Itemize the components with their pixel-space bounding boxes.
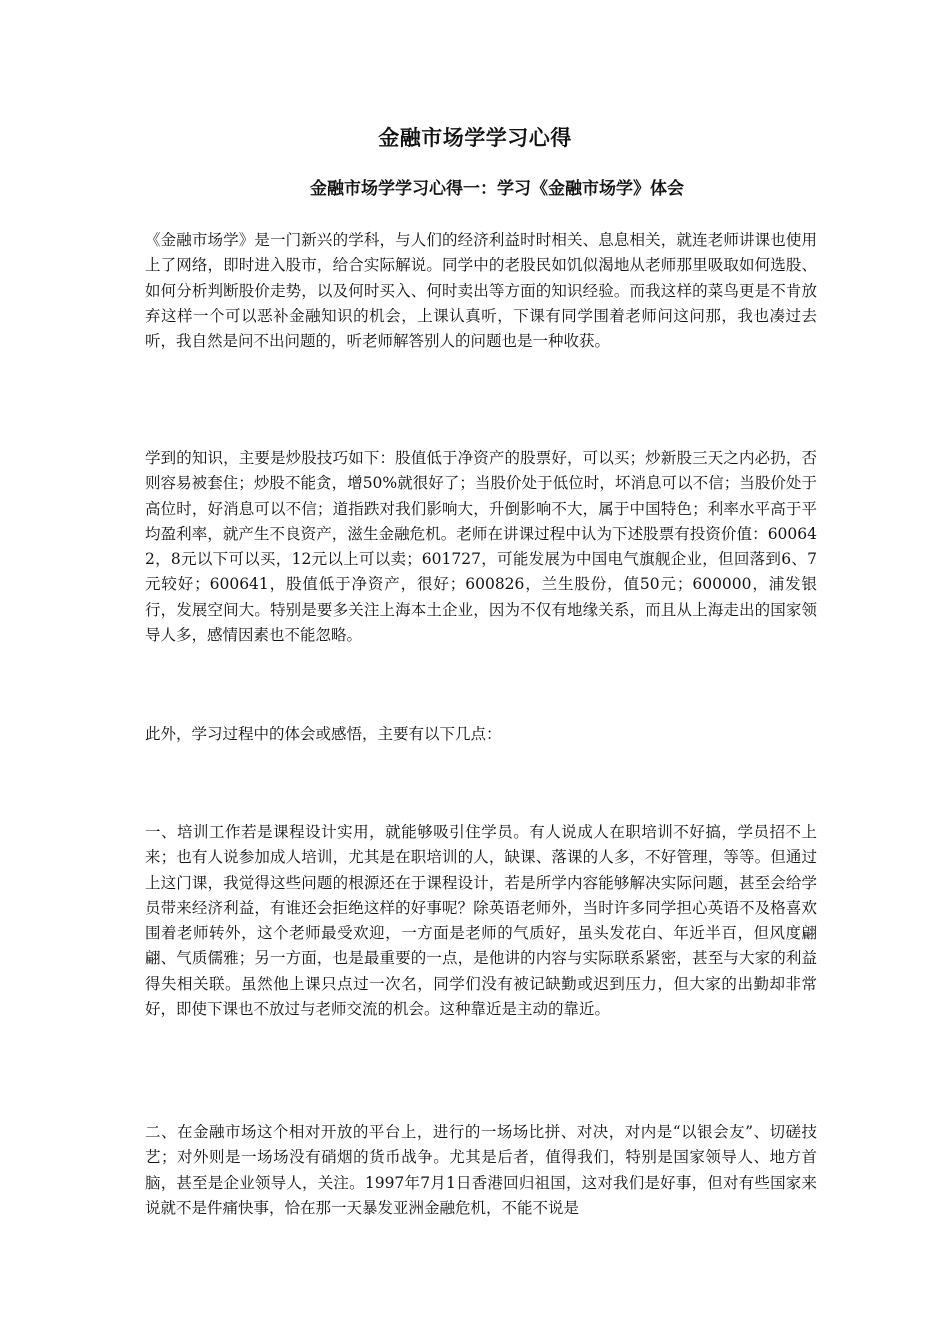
- document-title: 金融市场学学习心得: [378, 125, 572, 150]
- document-subtitle: 金融市场学学习心得一：学习《金融市场学》体会: [310, 179, 684, 199]
- paragraph-intro: 《金融市场学》是一门新兴的学科，与人们的经济利益时时相关、息息相关，就连老师讲课也使用上了网络，即时进入股市，给合实际解说。同学中的老股民如饥似渴地从老师那里吸取如何选股、如何分析判断股价走势，以及何时买入、何时卖出等方面的知识经验。而我这样的菜鸟更是不肯放弃这样一个可以恶补金融知识的机会，上课认真听，下课有同学围着老师问这问那，我也凑过去听，我自然是问不出问题的，听老师解答别人的问题也是一种收获。: [145, 231, 817, 351]
- paragraph-stock-tips: 学到的知识，主要是炒股技巧如下：股值低于净资产的股票好，可以买；炒新股三天之内必扔，否则容易被套住；炒股不能贪，增50%就很好了；当股价处于低位时，坏消息可以不信；当股价处于高位时，好消息可以不信；道指跌对我们影响大，升倒影响不大，属于中国特色；利率水平高于平均盈利率，就产生不良资产，滋生金融危机。老师在讲课过程中认为下述股票有投资价值：600642，8元以下可以买，12元以上可以卖；601727，可能发展为中国电气旗舰企业，但回落到6、7元较好；600641，股值低于净资产，很好；600826，兰生股份，值50元；600000，浦发银行，发展空间大。特别是要多关注上海本土企业，因为不仅有地缘关系，而且从上海走出的国家领导人多，感情因素也不能忽略。: [145, 449, 817, 645]
- paragraph-point-two: 二、在金融市场这个相对开放的平台上，进行的一场场比拼、对决，对内是“以银会友”、切磋技艺；对外则是一场场没有硝烟的货币战争。尤其是后者，值得我们，特别是国家领导人、地方首脑，甚至是企业领导人，关注。1997年7月1日香港回归祖国，这对我们是好事，但对有些国家来说就不是件痛快事，恰在那一天暴发亚洲金融危机，不能不说是: [145, 1123, 817, 1217]
- paragraph-insights-lead: 此外，学习过程中的体会或感悟，主要有以下几点：: [145, 725, 502, 743]
- paragraph-point-one: 一、培训工作若是课程设计实用，就能够吸引住学员。有人说成人在职培训不好搞，学员招不上来；也有人说参加成人培训，尤其是在职培训的人，缺课、落课的人多，不好管理，等等。但通过上这门课，我觉得这些问题的根源还在于课程设计，若是所学内容能够解决实际问题，甚至会给学员带来经济利益，有谁还会拒绝这样的好事呢？除英语老师外，当时许多同学担心英语不及格喜欢围着老师转外，这个老师最受欢迎，一方面是老师的气质好，虽头发花白、年近半百，但风度翩翩、气质儒雅；另一方面，也是最重要的一点，是他讲的内容与实际联系紧密，甚至与大家的利益得失相关联。虽然他上课只点过一次名，同学们没有被记缺勤或迟到压力，但大家的出勤却非常好，即使下课也不放过与老师交流的机会。这种靠近是主动的靠近。: [145, 823, 817, 1019]
